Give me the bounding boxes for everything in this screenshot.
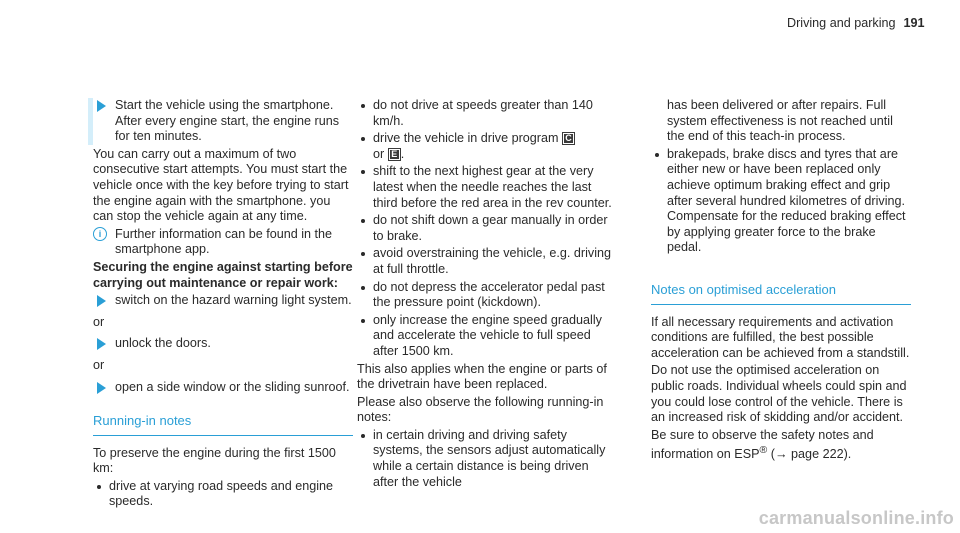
section-title: Driving and parking	[787, 16, 896, 30]
step-text: switch on the hazard warning light system.	[115, 293, 352, 308]
page-number: 191	[903, 16, 925, 30]
list-item: do not depress the accelerator pedal past the pressure point (kickdown).	[357, 280, 617, 311]
section-heading: Running-in notes	[93, 413, 353, 436]
or-text: or	[93, 314, 105, 329]
list-item	[357, 131, 617, 162]
info-note	[93, 227, 353, 258]
step-text: unlock the doors.	[115, 336, 211, 351]
column-2	[357, 98, 617, 492]
list-continuation: has been delivered or after repairs. Full system effectiveness is not reached until the end of this teach-in process.	[667, 98, 893, 144]
drive-program-e-icon: E	[388, 148, 401, 161]
paragraph	[651, 428, 911, 463]
column-1	[93, 98, 353, 512]
list-item: brakepads, brake discs and tyres that are either new or have been replaced only achieve optimum braking effect and grip after several hundred kilometres of driving. Compensate for the reduced braking effect by applying greater force to the brake pedal.	[651, 147, 911, 256]
step-text: open a side window or the sliding sunroof.	[115, 379, 350, 394]
section-heading: Notes on optimised acceleration	[651, 282, 911, 305]
list-item: only increase the engine speed gradually and accelerate the vehicle to full speed after 1500 km.	[357, 313, 617, 360]
step-arrow-icon	[97, 100, 106, 112]
step-hazard	[93, 293, 353, 309]
list-item: do not drive at speeds greater than 140 km/h.	[357, 98, 617, 129]
subheading: Securing the engine against starting before carrying out maintenance or repair work:	[93, 259, 353, 290]
step-text: Start the vehicle using the smartphone.	[115, 98, 334, 112]
step-arrow-icon	[97, 295, 106, 307]
paragraph: This also applies when the engine or parts of the drivetrain have been replaced.	[357, 361, 607, 392]
paragraph-text: Be sure to observe the safety notes and information on ESP	[651, 427, 874, 462]
page-header	[787, 16, 925, 32]
column-3	[651, 98, 911, 465]
step-window	[93, 380, 353, 396]
or-text: or	[93, 357, 105, 372]
step-text-cont: After every engine start, the engine runs for ten minutes.	[115, 113, 340, 144]
note-text: Further information can be found in the smartphone app.	[115, 226, 333, 257]
step-arrow-icon	[97, 338, 106, 350]
info-icon: i	[93, 227, 107, 241]
page-reference-link[interactable]: (→ page 222).	[770, 447, 852, 462]
paragraph: Please also observe the following running-in notes:	[357, 394, 604, 425]
list-text: drive the vehicle in drive program	[373, 131, 559, 146]
list-item: in certain driving and driving safety systems, the sensors adjust automatically while a certain distance is being driven after the vehicle	[357, 428, 617, 490]
step-arrow-icon	[97, 382, 106, 394]
period: .	[400, 146, 405, 161]
list-item: avoid overstraining the vehicle, e.g. driving at full throttle.	[357, 246, 617, 277]
step-unlock	[93, 336, 353, 352]
registered-mark: ®	[759, 444, 768, 457]
list-item: drive at varying road speeds and engine speeds.	[93, 479, 353, 510]
step-start-vehicle	[88, 98, 353, 145]
paragraph: You can carry out a maximum of two consecutive start attempts. You must start the vehicle once with the key before trying to start the engine again with the smartphone. you can stop the vehicle again at any time.	[93, 146, 349, 224]
or-text: or	[373, 146, 385, 161]
list-item: do not shift down a gear manually in order to brake.	[357, 213, 617, 244]
watermark: carmanualsonline.info	[758, 508, 954, 529]
drive-program-c-icon: C	[562, 132, 575, 145]
paragraph: To preserve the engine during the first 1500 km:	[93, 445, 336, 476]
paragraph: If all necessary requirements and activation conditions are fulfilled, the best possible acceleration can be achieved from a standstill.	[651, 314, 910, 360]
paragraph: Do not use the optimised acceleration on public roads. Individual wheels could spin and you could lose control of the vehicle. There is an increased risk of skidding and/or accident.	[651, 363, 907, 425]
list-item: shift to the next highest gear at the very latest when the needle reaches the last third before the red area in the rev counter.	[357, 164, 617, 211]
